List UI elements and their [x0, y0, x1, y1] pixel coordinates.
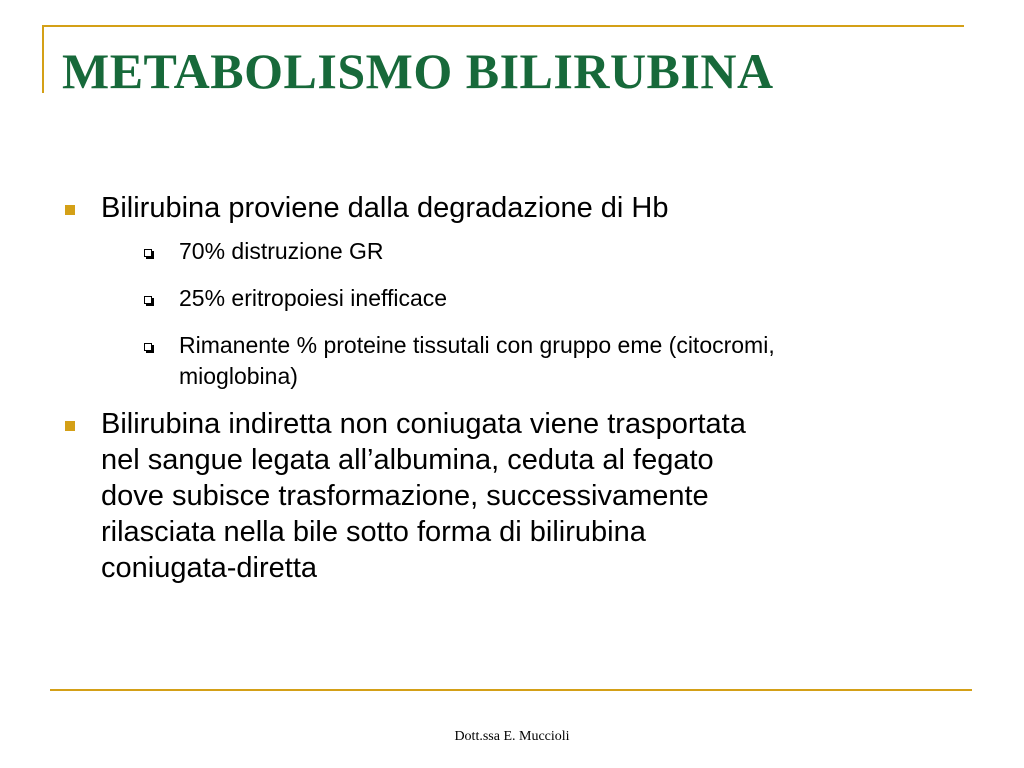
hollow-square-bullet-icon — [144, 343, 152, 351]
bullet-item — [60, 406, 960, 586]
footer-divider — [50, 689, 972, 691]
bullet-text: Bilirubina proviene dalla degradazione di Hb — [101, 192, 669, 224]
hollow-square-bullet-icon — [144, 249, 152, 257]
sub-bullet-text: 25% eritropoiesi inefficace — [179, 285, 448, 311]
sub-bullet-list — [101, 236, 960, 392]
hollow-square-bullet-icon — [144, 296, 152, 304]
sub-bullet-text-line: mioglobina) — [179, 363, 298, 389]
footer-author: Dott.ssa E. Muccioli — [454, 729, 570, 744]
sub-bullet-item — [101, 283, 960, 314]
square-bullet-icon — [65, 421, 75, 431]
square-bullet-icon — [65, 205, 75, 215]
sub-bullet-item — [101, 330, 960, 392]
bullet-text-line: rilasciata nella bile sotto forma di bilirubina — [101, 516, 646, 548]
slide-title: METABOLISMO BILIRUBINA — [62, 43, 774, 99]
bullet-item — [60, 190, 960, 392]
frame-vertical-line — [42, 25, 44, 93]
bullet-text-line: nel sangue legata all’albumina, ceduta al fegato — [101, 444, 714, 476]
sub-bullet-text: 70% distruzione GR — [179, 238, 384, 264]
bullet-text-line: Bilirubina indiretta non coniugata viene trasportata — [101, 408, 746, 440]
sub-bullet-item — [101, 236, 960, 267]
sub-bullet-text-line: Rimanente % proteine tissutali con gruppo eme (citocromi, — [179, 332, 775, 358]
bullet-text-line: coniugata-diretta — [101, 552, 318, 584]
slide-content — [60, 190, 960, 586]
frame-top-line — [42, 25, 964, 27]
bullet-text-line: dove subisce trasformazione, successivamente — [101, 480, 709, 512]
